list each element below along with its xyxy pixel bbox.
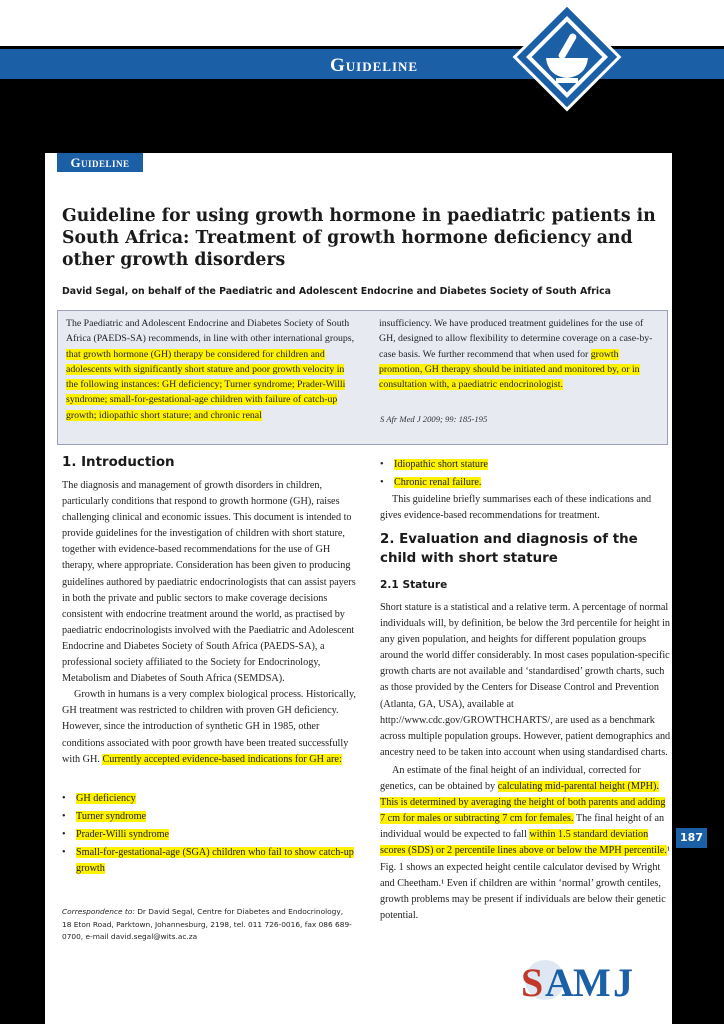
- stature-paragraph-1: Short stature is a statistical and a relative term. A percentage of normal individuals will, by definition, be below the 3rd percentile for height in any given population, and heights for different population groups around the world differ considerably. In most cases population-specific growth charts are not available and ‘standardised’ growth charts, such as those provided by the Centers for Disease Control and Prevention (Atlanta, GA, USA), available at http://www.cdc.gov/GROWTHCHARTS/, are used as a benchmark across multiple population groups. However, patient demographics and ancestry need to be taken into account when using standardised charts.: [380, 602, 671, 758]
- indications-list: [60, 790, 356, 877]
- list-item: • Idiopathic short stature: [378, 456, 668, 474]
- list-item: • Chronic renal failure.: [378, 474, 668, 492]
- list-item: • Small-for-gestational-age (SGA) children who fail to show catch-up growth: [60, 845, 356, 877]
- samj-logo: [515, 950, 655, 1006]
- section-2-heading: 2. Evaluation and diagnosis of the child with short stature: [380, 532, 638, 566]
- abstract-right: [379, 316, 661, 392]
- intro-body: [62, 478, 356, 768]
- banner-title: Guideline: [330, 55, 419, 76]
- intro-p2-text: Growth in humans is a very complex biological process. Historically, GH treatment was restricted to children with proven GH deficiency. However, since the introduction of synthetic GH in 1985, other conditions associated with poor growth have been treated successfully with GH.: [62, 689, 356, 765]
- intro-heading: 1. Introduction: [62, 455, 175, 470]
- mph-highlight: calculating mid-parental height (MPH). This is determined by averaging the height of both parents and adding 7 cm for males or subtracting 7 cm for females.: [380, 781, 666, 825]
- stature-paragraph-2: An estimate of the final height of an individual, corrected for genetics, can be obtained by calculating mid-parental height (MPH). This is determined by averaging the height of both parents and adding 7 cm for males or subtracting 7 cm for females. The final height of an individual would be expected to fall within 1.5 standard deviation scores (SDS) or 2 percentile lines above or below the MPH percentile.¹ Fig. 1 shows an expected height centile calculator devised by Wright and Cheetham.¹ Even if children are within ‘normal’ growth centiles, growth problems may be present if individuals are below their genetic potential.: [380, 764, 670, 921]
- svg-text:J: J: [613, 960, 633, 1005]
- abstract-left: [66, 316, 358, 423]
- intro-paragraph-1: The diagnosis and management of growth disorders in children, particularly conditions that respond to growth hormone (GH), raises challenging clinical and economic issues. This document is intended to provide guidelines for the investigation of children with short stature, together with evidence-based recommendations for the use of GH therapy, where appropriate. Consideration has been given to producing guidelines authored by paediatric endocrinologists that can assist payers in both the private and public sectors to make coverage decisions consistent with endocrine treatment around the world, as practised by paediatric endocrinologists involved with the Paediatric and Adolescent Endocrine and Diabetes Society of South Africa (PAEDS-SA), a professional society affiliated to the Society for Endocrinology, Metabolism and Diabetes of South Africa (SEMDSA).: [62, 480, 356, 685]
- svg-text:M: M: [573, 960, 611, 1005]
- article-title: Guideline for using growth hormone in paediatric patients in South Africa: Treatment of growth hormone deficiency and other growth disorders: [62, 206, 656, 270]
- correspondence: [62, 906, 352, 944]
- intro-paragraph-2: [62, 687, 356, 767]
- intro-p2-highlight: Currently accepted evidence-based indications for GH are:: [102, 753, 342, 765]
- list-item: • Turner syndrome: [60, 808, 356, 826]
- correspondence-text: Dr David Segal, Centre for Diabetes and Endocrinology, 18 Eton Road, Parktown, Johannesburg, 2198, tel. 011 726-0016, fax 086 689-0700, e-mail david.segal@wits.ac.za: [62, 907, 352, 942]
- abstract-left-highlight: that growth hormone (GH) therapy be considered for children and adolescents with significantly short stature and poor growth velocity in the following instances: GH deficiency; Turner syndrome; Prader-Willi syndrome; small-for-gestational-age children with failure of catch-up growth; idiopathic short stature; and chronic renal: [66, 348, 346, 421]
- citation: S Afr Med J 2009; 99: 185-195: [380, 414, 488, 424]
- sds-highlight: within 1.5 standard deviation scores (SDS) or 2 percentile lines above or below the MPH percentile.: [380, 829, 667, 857]
- svg-text:A: A: [545, 960, 574, 1005]
- summary-paragraph: This guideline briefly summarises each of these indications and gives evidence-based recommendations for treatment.: [380, 494, 652, 522]
- stature-body: [380, 600, 672, 924]
- byline: David Segal, on behalf of the Paediatric and Adolescent Endocrine and Diabetes Society of South Africa: [62, 286, 611, 297]
- svg-text:S: S: [521, 960, 544, 1005]
- mortar-pestle-logo-icon: [512, 2, 622, 112]
- list-item: • GH deficiency: [60, 790, 356, 808]
- abstract-right-text: insufficiency. We have produced treatment guidelines for the use of GH, designed to allow flexibility to determine coverage on a case-by-case basis. We further recommend that when used for: [379, 318, 653, 360]
- subheading-stature: 2.1 Stature: [380, 579, 448, 591]
- abstract-right-highlight: growth promotion, GH therapy should be initiated and monitored by, or in consultation with, a paediatric endocrinologist.: [379, 348, 640, 391]
- list-item: • Prader-Willi syndrome: [60, 826, 356, 844]
- correspondence-label: Correspondence to:: [62, 907, 135, 916]
- indications-list-continued: [378, 456, 668, 492]
- guideline-tag: Guideline: [57, 153, 143, 172]
- abstract-left-text: The Paediatric and Adolescent Endocrine and Diabetes Society of South Africa (PAEDS-SA) recommends, in line with other international groups,: [66, 318, 355, 345]
- page-number: 187: [676, 828, 707, 848]
